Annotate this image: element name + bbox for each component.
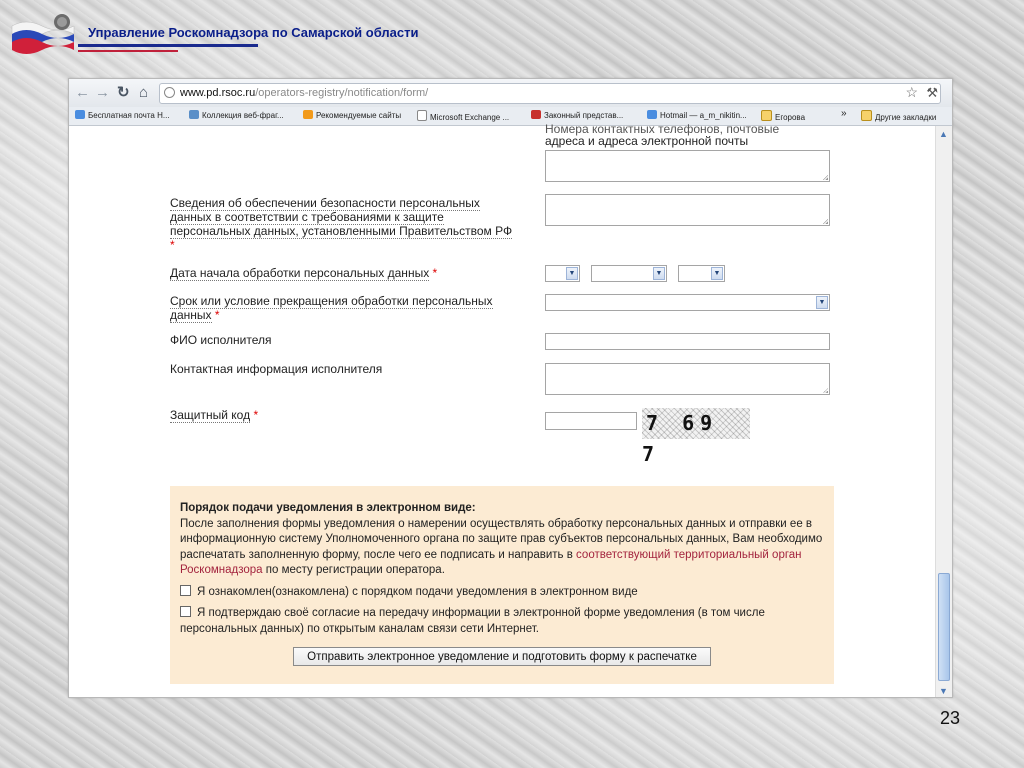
chevron-down-icon: ▼ (711, 267, 723, 280)
info-title: Порядок подачи уведомления в электронном виде: (180, 502, 476, 514)
reload-icon[interactable]: ↻ (117, 84, 130, 101)
bookmark-item[interactable] (647, 110, 747, 122)
executor-name-label: ФИО исполнителя (170, 333, 272, 347)
end-condition-label (170, 294, 515, 322)
butterfly-icon (647, 110, 657, 119)
captcha-label (170, 408, 515, 422)
bookmark-label: Другие закладки (875, 113, 937, 122)
resize-grip-icon[interactable] (823, 219, 828, 224)
forward-arrow-icon[interactable]: → (95, 84, 110, 101)
globe-icon (164, 87, 175, 98)
chevron-down-icon: ▼ (566, 267, 578, 280)
bookmark-item[interactable] (531, 110, 623, 122)
wrench-icon[interactable]: ⚒ (926, 85, 938, 100)
required-mark: * (170, 238, 175, 252)
vertical-scrollbar[interactable] (935, 126, 952, 697)
bookmark-item[interactable] (75, 110, 170, 122)
info-paragraph (180, 517, 824, 579)
folder-icon (761, 110, 772, 121)
address-bar[interactable] (159, 83, 941, 104)
start-month-select[interactable] (591, 265, 667, 282)
home-icon[interactable]: ⌂ (139, 84, 149, 101)
contacts-textarea[interactable] (545, 150, 830, 182)
acknowledge-checkbox[interactable] (180, 585, 191, 596)
required-mark: * (214, 308, 220, 322)
bookmark-item[interactable] (417, 110, 509, 124)
site-icon (531, 110, 541, 119)
resize-grip-icon[interactable] (823, 175, 828, 180)
scroll-down-icon[interactable]: ▼ (939, 686, 948, 696)
consent-label: Я подтверждаю своё согласие на передачу информации в электронной форме уведомления (в том числе персональных данных) по открытым каналам связи сети Интернет. (180, 607, 765, 635)
page-icon (417, 110, 427, 121)
bookmark-item[interactable] (861, 110, 936, 124)
captcha-label-text: Защитный код (170, 408, 251, 422)
roskomnadzor-logo (10, 12, 76, 56)
url-path: /operators-registry/notification/form/ (255, 87, 429, 99)
browser-window (68, 78, 953, 698)
chevron-down-icon: ▼ (816, 296, 828, 309)
url-text (180, 84, 428, 103)
scrollbar-thumb[interactable] (938, 573, 950, 681)
bookmark-label: Microsoft Exchange ... (430, 113, 510, 122)
security-textarea[interactable] (545, 194, 830, 226)
security-label (170, 196, 515, 252)
bookmark-label: Егорова (775, 113, 806, 122)
end-condition-select[interactable] (545, 294, 830, 311)
scroll-up-icon[interactable]: ▲ (939, 129, 948, 139)
url-host: www.pd.rsoc.ru (180, 87, 256, 99)
title-underline-blue (78, 44, 258, 47)
executor-contact-textarea[interactable] (545, 363, 830, 395)
browser-toolbar (69, 79, 952, 107)
executor-contact-label: Контактная информация исполнителя (170, 362, 383, 376)
page-content (69, 122, 935, 697)
chevron-down-icon: ▼ (653, 267, 665, 280)
title-underline-red (78, 50, 178, 52)
back-arrow-icon[interactable]: ← (75, 84, 90, 101)
suggested-sites-icon (303, 110, 313, 119)
slide-header (0, 0, 1024, 70)
resize-grip-icon[interactable] (823, 388, 828, 393)
required-mark: * (253, 408, 259, 422)
consent-row (180, 606, 824, 637)
slide-page-number: 23 (940, 708, 961, 728)
territorial-office-link[interactable]: соответствующий территориальный орган Роскомнадзора (180, 548, 802, 576)
folder-icon (861, 110, 872, 121)
start-year-select[interactable] (678, 265, 725, 282)
butterfly-icon (75, 110, 85, 119)
bookmark-star-icon[interactable]: ☆ (905, 84, 918, 100)
contacts-label-cut: Номера контактных телефонов, почтовые (545, 122, 780, 136)
bookmark-label: Hotmail — a_m_nikitin... (660, 111, 747, 120)
bookmark-label: Законный представ... (544, 111, 624, 120)
start-date-label (170, 266, 515, 280)
acknowledge-row (180, 585, 824, 601)
contacts-label: адреса и адреса электронной почты (545, 134, 749, 148)
end-condition-label-text: Срок или условие прекращения обработки персональных данных (170, 294, 493, 322)
executor-name-input[interactable] (545, 333, 830, 350)
bookmark-item[interactable] (189, 110, 284, 122)
bookmark-item[interactable] (303, 110, 401, 122)
bookmark-label: Бесплатная почта Н... (88, 111, 170, 120)
webslice-icon (189, 110, 199, 119)
security-label-text: Сведения об обеспечении безопасности персональных данных в соответствии с требованиями к защите персональных данных, установленными Правительством РФ (170, 196, 513, 238)
start-day-select[interactable] (545, 265, 580, 282)
captcha-image: 7 69 7 (642, 408, 750, 439)
consent-checkbox[interactable] (180, 606, 191, 617)
info-text: После заполнения формы уведомления о намерении осуществлять обработку персональных данных и отправки ее в информационную систему Уполномоченного органа по защите прав субъектов персональных данных, Вам необходимо распечатать заполненную форму, после чего ее подписать и направить в (180, 517, 823, 561)
bookmarks-more-chevron[interactable]: » (841, 108, 847, 119)
acknowledge-label: Я ознакомлен(ознакомлена) с порядком подачи уведомления в электронном виде (197, 585, 638, 598)
info-text-end: по месту регистрации оператора. (265, 564, 445, 576)
bookmark-label: Рекомендуемые сайты (316, 111, 402, 120)
bookmark-label: Коллекция веб-фраг... (202, 111, 284, 120)
submission-info-box (170, 486, 834, 684)
slide-title: Управление Роскомнадзора по Самарской области (88, 25, 419, 40)
start-date-label-text: Дата начала обработки персональных данных (170, 266, 430, 280)
captcha-input[interactable] (545, 412, 637, 430)
submit-notification-button[interactable]: Отправить электронное уведомление и подготовить форму к распечатке (293, 647, 711, 666)
required-mark: * (432, 266, 438, 280)
